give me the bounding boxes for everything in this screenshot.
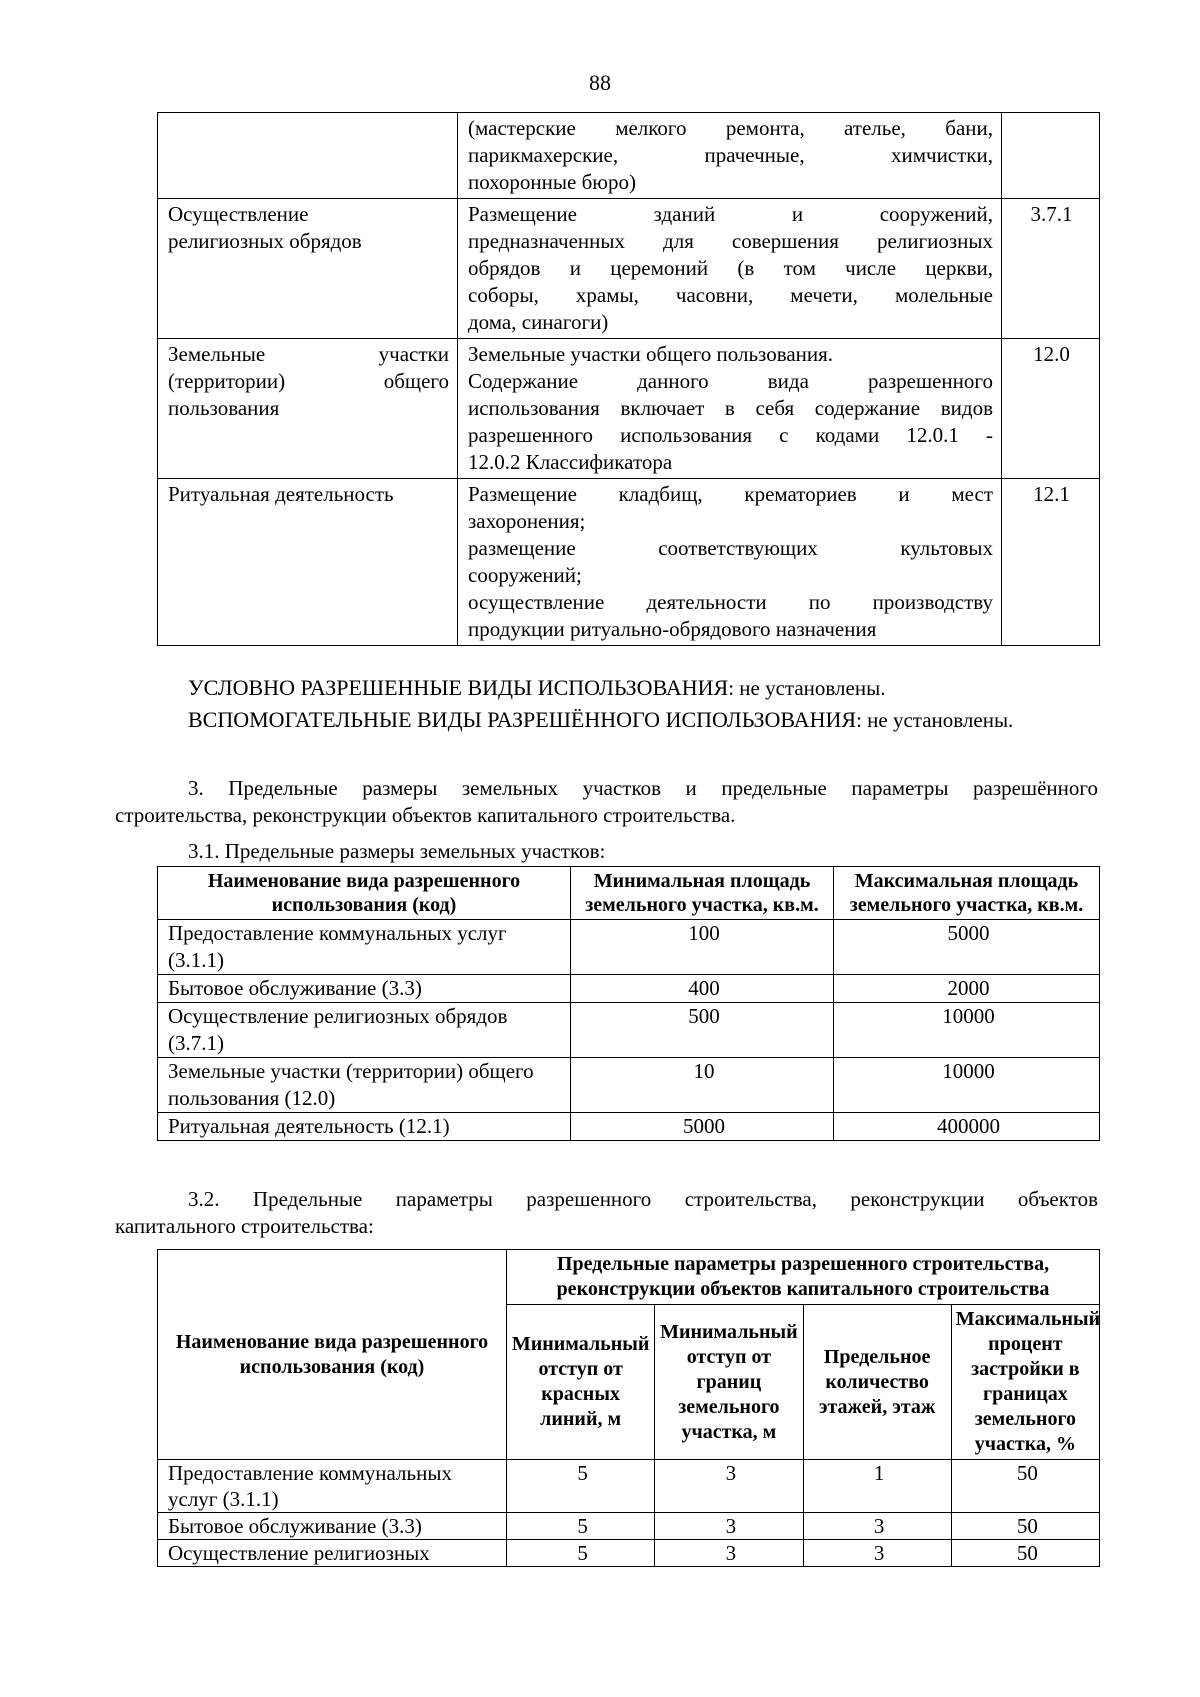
use-name-cell	[158, 339, 458, 479]
use-row	[158, 199, 1100, 339]
use-description-cell	[458, 113, 1002, 199]
section-3-paragraph	[115, 775, 1098, 829]
header-use-name: Наименование вида разрешенного использования (код)	[158, 867, 571, 920]
section-3-1-heading: 3.1. Предельные размеры земельных участков:	[188, 839, 606, 863]
auxiliary-uses-value: : не установлены.	[856, 708, 1014, 732]
max-floors-cell: 1	[803, 1460, 951, 1513]
use-description-line: дома, синагоги)	[468, 310, 609, 334]
plot-size-row	[158, 920, 1100, 975]
use-name-cell	[158, 199, 458, 339]
max-coverage-cell: 50	[951, 1460, 1099, 1513]
use-code-cell: 12.0	[1002, 339, 1100, 479]
auxiliary-uses-line	[188, 706, 1013, 734]
use-name-cell: Предоставление коммунальных услуг (3.1.1)	[158, 1460, 507, 1513]
max-area-cell: 10000	[834, 1058, 1100, 1113]
use-description-line: размещение соответствующих культовых	[468, 536, 993, 560]
use-name-cell: Земельные участки (территории) общего пользования (12.0)	[158, 1058, 571, 1113]
use-name-line: пользования	[168, 396, 280, 420]
min-area-cell: 5000	[571, 1113, 834, 1141]
max-coverage-cell: 50	[951, 1513, 1099, 1540]
use-description-line: Земельные участки общего пользования.	[468, 342, 834, 366]
use-name-cell	[158, 479, 458, 646]
use-description-cell	[458, 199, 1002, 339]
max-area-cell: 5000	[834, 920, 1100, 975]
use-name-line: Ритуальная деятельность	[168, 482, 394, 506]
use-description-line: захоронения;	[468, 509, 586, 533]
header-min-area: Минимальная площадь земельного участка, кв.м.	[571, 867, 834, 920]
header-max-coverage: Максимальный процент застройки в границах земельного участка, %	[951, 1305, 1099, 1460]
plot-size-row	[158, 1003, 1100, 1058]
permitted-uses-table	[157, 112, 1100, 646]
use-description-line: использования включает в себя содержание видов	[468, 396, 993, 420]
page-number: 88	[589, 70, 611, 95]
use-name-line: Осуществление	[168, 202, 309, 226]
plot-size-row	[158, 975, 1100, 1003]
use-description-line: Содержание данного вида разрешенного	[468, 369, 993, 393]
use-description-cell	[458, 479, 1002, 646]
construction-params-table	[157, 1249, 1100, 1567]
use-description-line: соборы, храмы, часовни, мечети, молельные	[468, 283, 993, 307]
use-name-line: Земельные участки	[168, 342, 449, 366]
plot-sizes-header-row	[158, 867, 1100, 920]
use-description-line: продукции ритуально-обрядового назначения	[468, 617, 877, 641]
use-description-cell	[458, 339, 1002, 479]
boundary-setback-cell: 3	[655, 1540, 803, 1567]
max-floors-cell: 3	[803, 1540, 951, 1567]
use-name-cell: Бытовое обслуживание (3.3)	[158, 975, 571, 1003]
use-description-line: парикмахерские, прачечные, химчистки,	[468, 143, 993, 167]
use-description-line: обрядов и церемоний (в том числе церкви,	[468, 256, 993, 280]
use-name-cell: Ритуальная деятельность (12.1)	[158, 1113, 571, 1141]
red-line-setback-cell: 5	[507, 1540, 655, 1567]
params-row	[158, 1540, 1100, 1567]
use-name-cell: Предоставление коммунальных услуг (3.1.1)	[158, 920, 571, 975]
header-params-group: Предельные параметры разрешенного строительства, реконструкции объектов капитального строительства	[507, 1250, 1100, 1305]
use-description-line: Размещение кладбищ, крематориев и мест	[468, 482, 993, 506]
use-description-line: сооружений;	[468, 563, 582, 587]
use-description-line: осуществление деятельности по производству	[468, 590, 993, 614]
conditional-uses-label: УСЛОВНО РАЗРЕШЕННЫЕ ВИДЫ ИСПОЛЬЗОВАНИЯ	[188, 675, 729, 700]
params-row	[158, 1513, 1100, 1540]
use-name-cell: Осуществление религиозных	[158, 1540, 507, 1567]
use-name-cell: Бытовое обслуживание (3.3)	[158, 1513, 507, 1540]
header-red-line-setback: Минимальный отступ от красных линий, м	[507, 1305, 655, 1460]
conditional-uses-value: : не установлены.	[728, 676, 886, 700]
use-row	[158, 339, 1100, 479]
section-3-line-2: строительства, реконструкции объектов капитального строительства.	[115, 803, 736, 827]
use-row	[158, 113, 1100, 199]
use-code-cell: 12.1	[1002, 479, 1100, 646]
use-description-line: Размещение зданий и сооружений,	[468, 202, 993, 226]
plot-size-row	[158, 1058, 1100, 1113]
auxiliary-uses-label: ВСПОМОГАТЕЛЬНЫЕ ВИДЫ РАЗРЕШЁННОГО ИСПОЛЬЗОВАНИЯ	[188, 707, 857, 732]
min-area-cell: 100	[571, 920, 834, 975]
use-description-line: 12.0.2 Классификатора	[468, 450, 673, 474]
use-description-line: разрешенного использования с кодами 12.0.1 -	[468, 423, 993, 447]
max-coverage-cell: 50	[951, 1540, 1099, 1567]
use-description-line: похоронные бюро)	[468, 170, 636, 194]
min-area-cell: 10	[571, 1058, 834, 1113]
max-floors-cell: 3	[803, 1513, 951, 1540]
red-line-setback-cell: 5	[507, 1460, 655, 1513]
use-row	[158, 479, 1100, 646]
header-use-name: Наименование вида разрешенного использования (код)	[158, 1250, 507, 1460]
min-area-cell: 400	[571, 975, 834, 1003]
use-code-cell	[1002, 113, 1100, 199]
section-3-line-1: 3. Предельные размеры земельных участков и предельные параметры разрешённого	[188, 776, 1098, 800]
use-description-line: предназначенных для совершения религиозных	[468, 229, 993, 253]
header-boundary-setback: Минимальный отступ от границ земельного участка, м	[655, 1305, 803, 1460]
header-max-area: Максимальная площадь земельного участка, кв.м.	[834, 867, 1100, 920]
boundary-setback-cell: 3	[655, 1460, 803, 1513]
conditional-uses-line	[188, 674, 885, 702]
plot-sizes-table	[157, 866, 1100, 1141]
plot-size-row	[158, 1113, 1100, 1141]
header-max-floors: Предельное количество этажей, этаж	[803, 1305, 951, 1460]
use-name-cell	[158, 113, 458, 199]
use-description-line: (мастерские мелкого ремонта, ателье, бани,	[468, 116, 993, 140]
use-name-line: (территории) общего	[168, 369, 449, 393]
min-area-cell: 500	[571, 1003, 834, 1058]
section-3-2-line-2: капитального строительства:	[115, 1214, 374, 1238]
params-row	[158, 1460, 1100, 1513]
use-name-cell: Осуществление религиозных обрядов (3.7.1)	[158, 1003, 571, 1058]
max-area-cell: 2000	[834, 975, 1100, 1003]
section-3-2-paragraph	[115, 1186, 1098, 1240]
section-3-2-line-1: 3.2. Предельные параметры разрешенного строительства, реконструкции объектов	[188, 1187, 1098, 1211]
use-code-cell: 3.7.1	[1002, 199, 1100, 339]
max-area-cell: 400000	[834, 1113, 1100, 1141]
params-header-row-1	[158, 1250, 1100, 1305]
use-name-line: религиозных обрядов	[168, 229, 362, 253]
max-area-cell: 10000	[834, 1003, 1100, 1058]
red-line-setback-cell: 5	[507, 1513, 655, 1540]
boundary-setback-cell: 3	[655, 1513, 803, 1540]
